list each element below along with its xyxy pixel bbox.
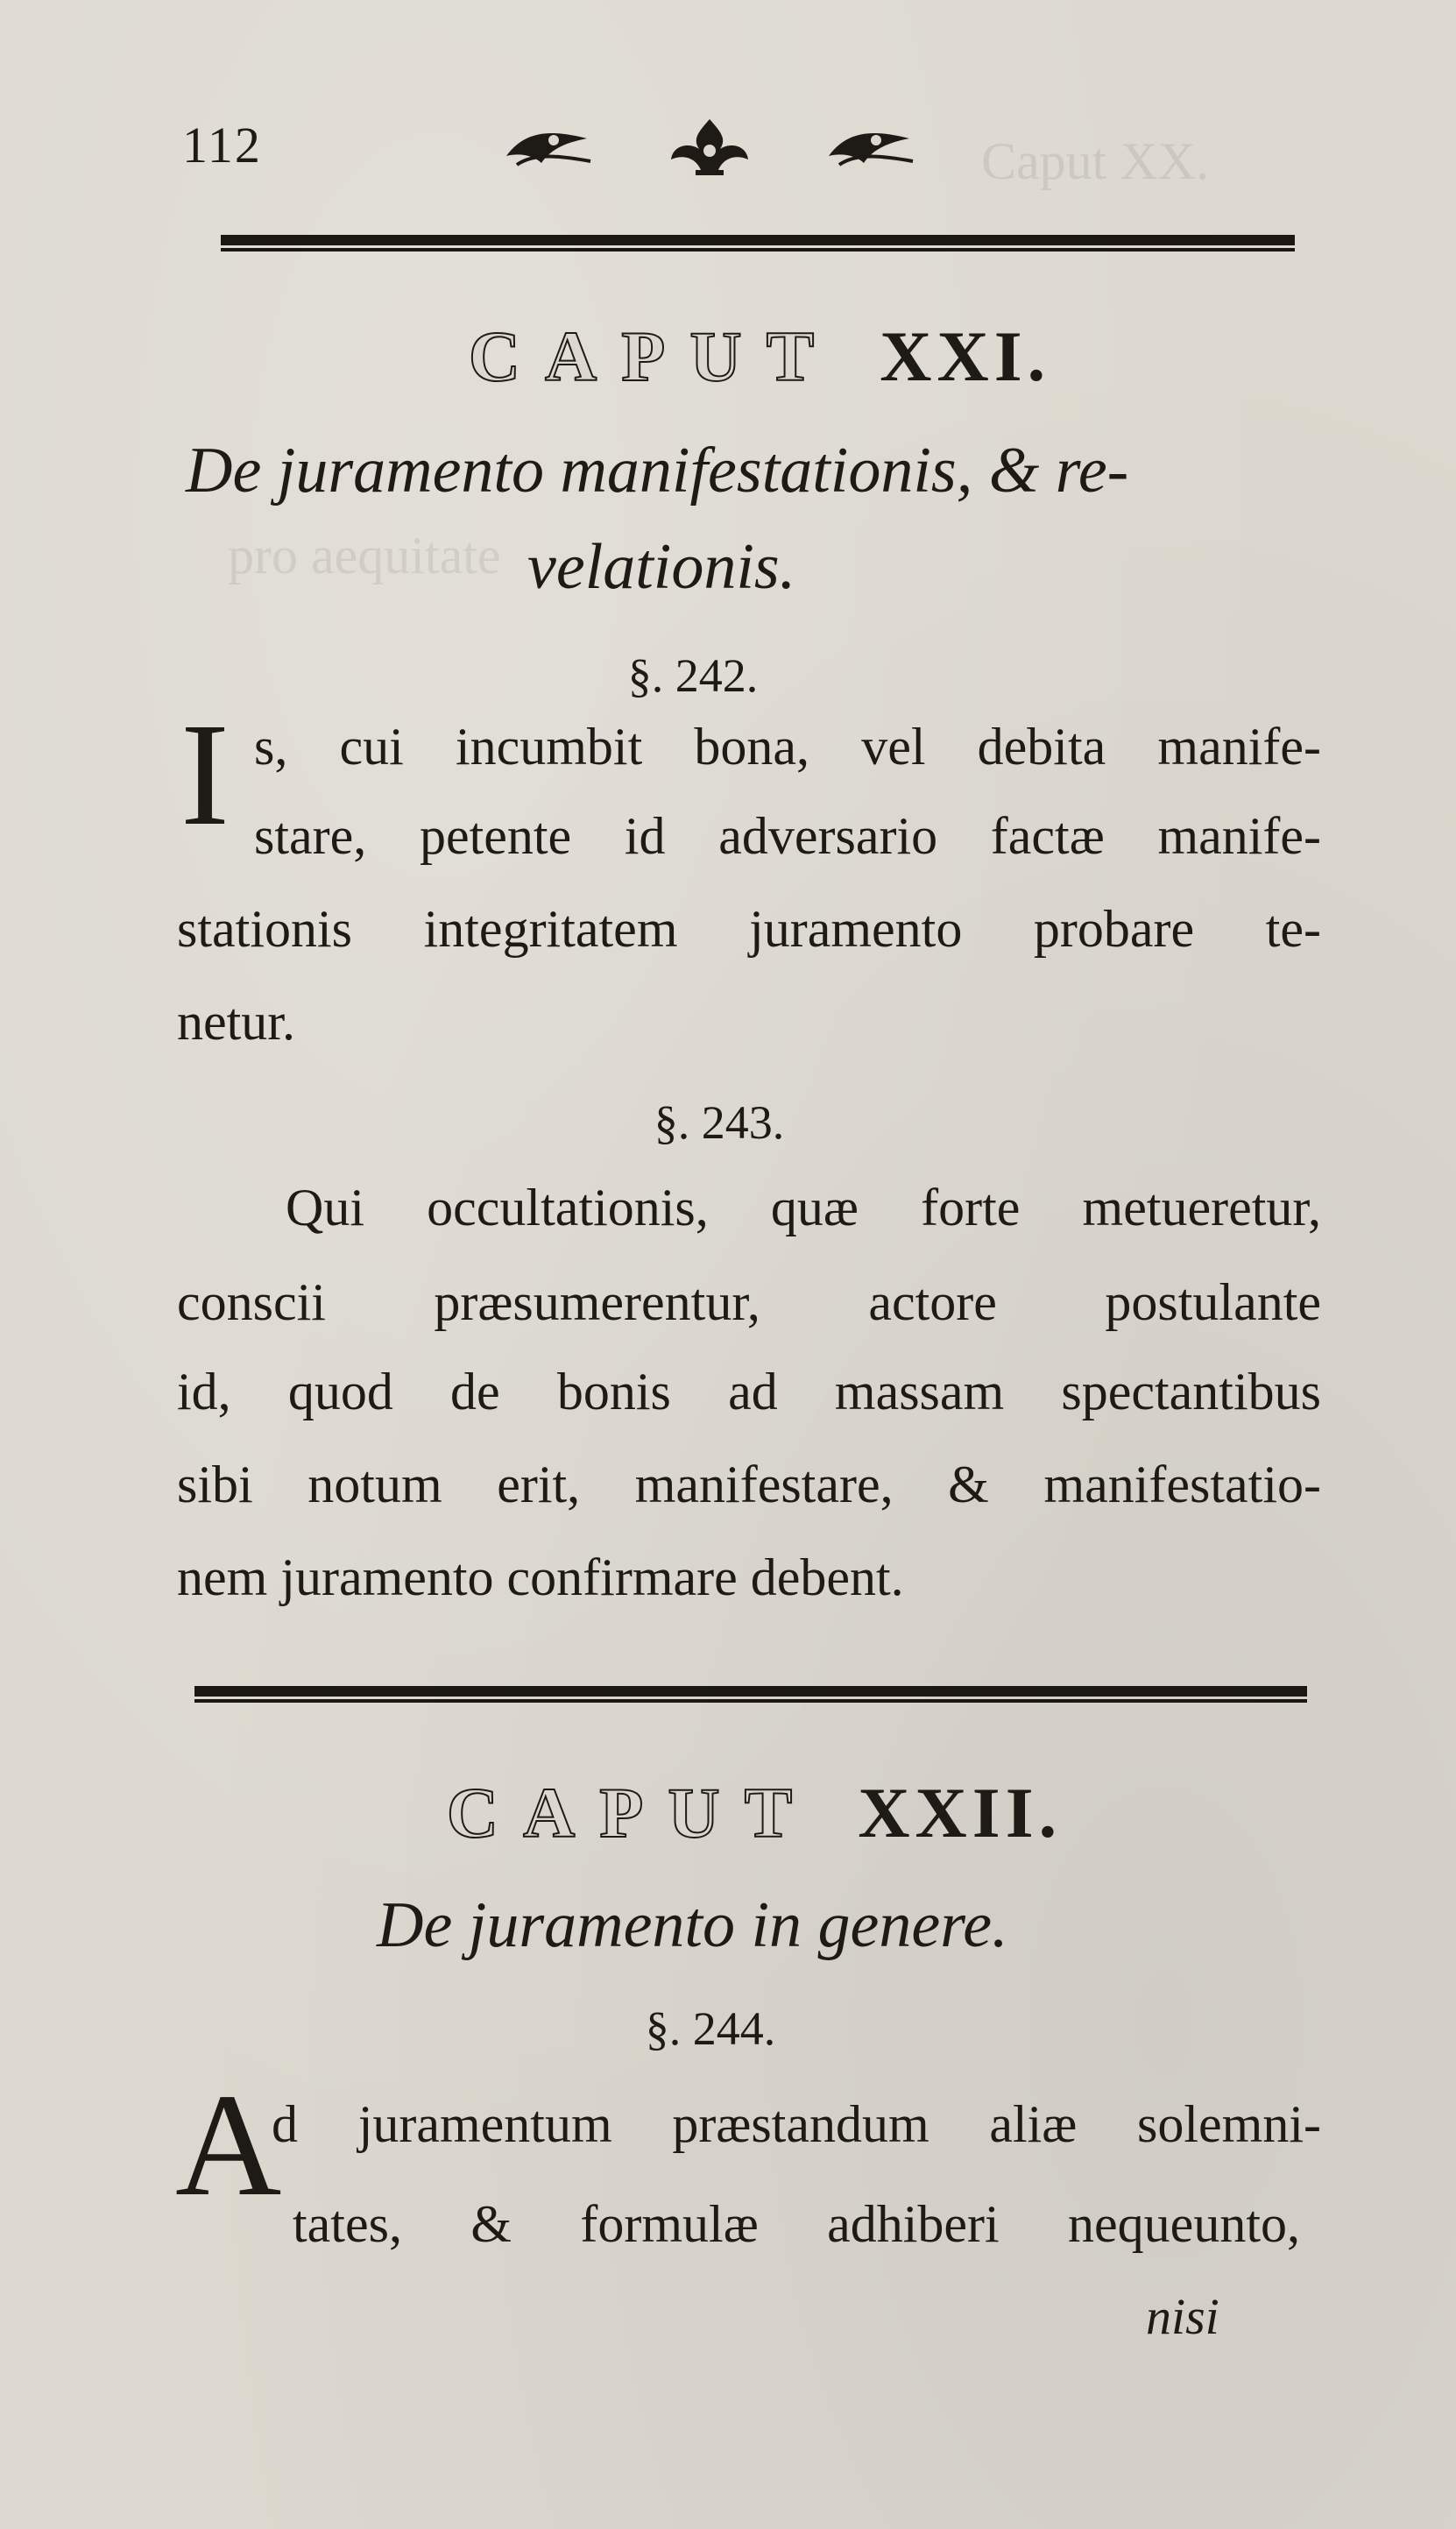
leaf-ornament-icon [822,121,920,174]
fleur-ornament-icon [666,116,753,179]
chapter-title-word: CAPUT [468,316,838,396]
chapter-divider-rule [194,1686,1307,1697]
section-number: §. 242. [627,649,759,702]
show-through-text: pro aequitate [228,527,501,584]
paragraph-line: netur. [177,993,295,1051]
chapter-title-numeral: XXI. [880,316,1051,396]
paragraph-line: stationis integritatem juramento probare te- [177,900,1321,958]
paragraph-line: stare, petente id adversario factæ manife- [254,807,1321,865]
catchword: nisi [1146,2288,1219,2345]
paragraph-line: d juramentum præstandum aliæ solemni- [272,2095,1321,2153]
chapter-title-numeral: XXII. [858,1773,1063,1852]
drop-cap: A [175,2064,282,2227]
section-number: §. 243. [654,1096,785,1149]
chapter-subtitle: velationis. [527,531,796,603]
paragraph-line: sibi notum erit, manifestare, & manifestatio- [177,1456,1321,1513]
paragraph-line: Qui occultationis, quæ forte metueretur, [286,1179,1321,1236]
show-through-text: Caput XX. [981,132,1209,190]
chapter-divider-rule [194,1699,1307,1703]
leaf-ornament-icon [499,121,597,174]
paragraph-line: tates, & formulæ adhiberi nequeunto, [293,2195,1300,2253]
chapter-subtitle: De juramento manifestationis, & re- [186,435,1129,507]
chapter-title-word: CAPUT [446,1773,816,1852]
paragraph-line: nem juramento confirmare debent. [177,1548,904,1606]
chapter-title [26,1772,1456,1854]
section-number: §. 244. [645,2002,776,2055]
chapter-title [32,315,1456,398]
chapter-subtitle: De juramento in genere. [377,1889,1008,1961]
chapter-divider-rule [221,248,1295,251]
page-number: 112 [182,117,262,174]
paragraph-line: conscii præsumerentur, actore postulante [177,1273,1321,1331]
fleuron-ornament [499,112,920,182]
chapter-divider-rule [221,235,1295,245]
paragraph-line: s, cui incumbit bona, vel debita manife- [254,718,1321,776]
drop-cap: I [180,693,230,856]
paragraph-line: id, quod de bonis ad massam spectantibus [177,1363,1321,1420]
